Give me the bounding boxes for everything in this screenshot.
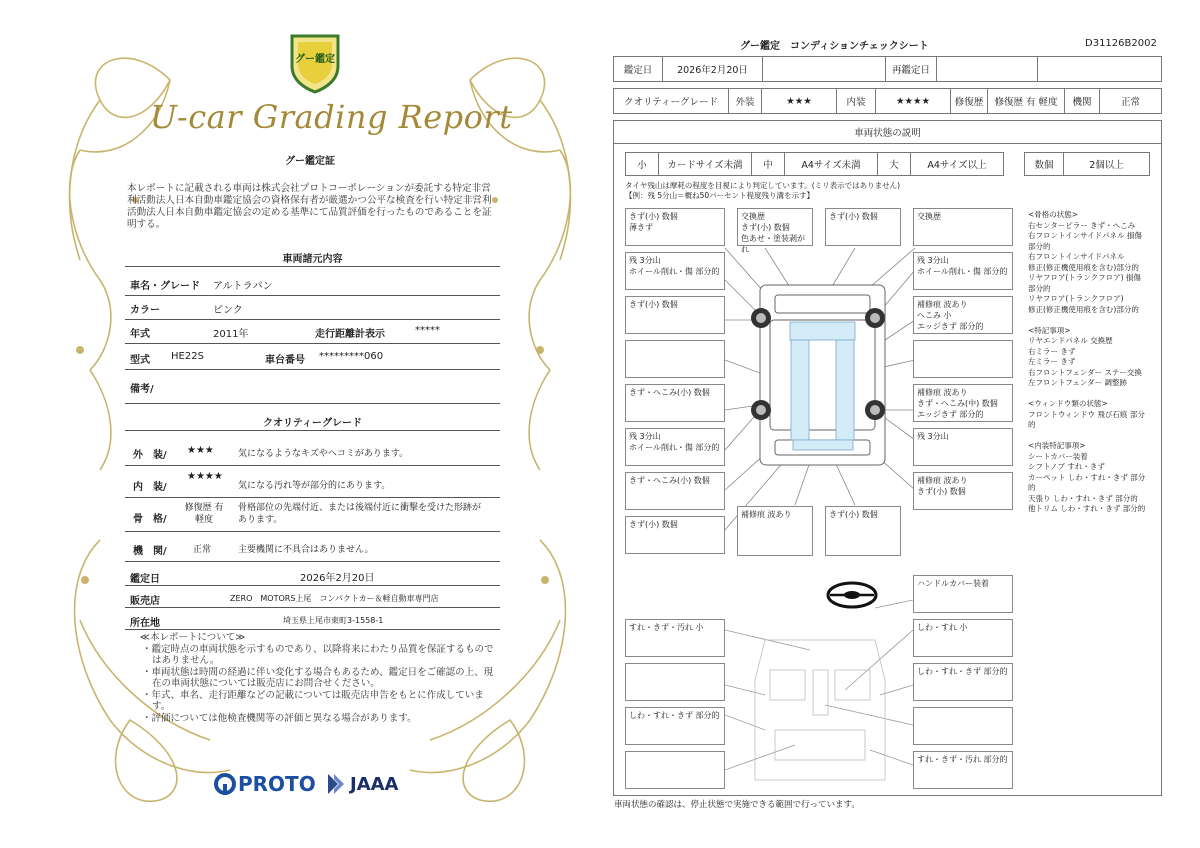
jaaa-logo (326, 770, 399, 798)
repair-label: 修復歴 (950, 88, 988, 114)
color-label: カラー (130, 305, 160, 316)
grade-row-frame (125, 500, 500, 532)
certificate-title: U-car Grading Report (150, 98, 513, 136)
interior-note (913, 707, 1013, 745)
report-notes (140, 632, 500, 724)
condition-title: 車両状態の説明 (613, 120, 1162, 144)
type-value: HE22S (171, 351, 204, 362)
damage-note: きず(小) 数個 (625, 516, 725, 554)
grade-row-exterior (125, 438, 500, 466)
sheet-interior-label: 内装 (836, 88, 876, 114)
sheet-title: グー鑑定 コンディションチェックシート (740, 41, 929, 52)
spec-row-type (125, 346, 500, 370)
spec-row-remarks (125, 372, 500, 404)
interior-stars: ★★★★ (187, 471, 223, 482)
redate-value (936, 56, 1038, 82)
sheet-engine-label: 機関 (1064, 88, 1100, 114)
model-grade-value: アルトラパン (213, 281, 273, 292)
doc-id: D31126B2002 (1085, 38, 1157, 49)
damage-note: 補修痕 波あり きず(小) 数個 (913, 472, 1013, 510)
damage-note: 補修痕 波あり へこみ 小 エッジきず 部分的 (913, 296, 1013, 334)
year-value: 2011年 (213, 329, 249, 340)
specs-title: 車両諸元内容 (282, 254, 343, 265)
interior-desc: 気になる汚れ等が部分的にあります。 (238, 481, 391, 491)
proto-logo (214, 770, 316, 798)
tire-note-2: 【例：残 5分山＝概ね50パーセント程度残り溝を示す】 (625, 191, 815, 200)
damage-note: きず・へこみ(小) 数個 (625, 472, 725, 510)
quality-label: クオリティーグレード (613, 88, 729, 114)
count-label: 数個 (1024, 152, 1064, 176)
model-grade-label: 車名・グレード (130, 281, 200, 292)
spec-row-color (125, 298, 500, 320)
odometer-label: 走行距離計表示 (315, 329, 385, 340)
size-small-desc: カードサイズ未満 (658, 152, 752, 176)
damage-note: 残 3分山 ホイール削れ・傷 部分的 (913, 252, 1013, 290)
info-row-dealer (125, 588, 500, 608)
damage-note: きず(小) 数個 (825, 208, 901, 246)
quality-title: クオリティーグレード (263, 418, 362, 429)
engine-value: 正常 (193, 545, 212, 555)
info-row-date (125, 566, 500, 586)
size-mid: 中 (751, 152, 785, 176)
sheet-exterior-stars: ★★★ (761, 88, 837, 114)
damage-note: 残 3分山 ホイール削れ・傷 部分的 (625, 428, 725, 466)
damage-note: きず(小) 数個 (625, 296, 725, 334)
interior-note: ハンドルカバー装着 (913, 575, 1013, 613)
year-label: 年式 (130, 329, 150, 340)
chassis-value: *********060 (319, 351, 384, 362)
divider (125, 430, 500, 431)
damage-note (913, 340, 1013, 378)
repair-value: 修復歴 有 軽度 (987, 88, 1065, 114)
exterior-label: 外 装/ (133, 450, 167, 461)
size-large: 大 (877, 152, 911, 176)
type-label: 型式 (130, 355, 150, 366)
spec-row-model (125, 274, 500, 296)
size-large-desc: A4サイズ以上 (910, 152, 1004, 176)
damage-note (625, 340, 725, 378)
frame-value: 修復歴 有 軽度 (184, 503, 224, 525)
note-item: ・評価については他検査機関等の評価と異なる場合があります。 (142, 712, 417, 724)
interior-note (625, 751, 725, 789)
tire-note-1: タイヤ残山は摩耗の程度を目視により判定しています。(ミリ表示ではありません) (625, 181, 901, 190)
sheet-exterior-label: 外装 (728, 88, 762, 114)
interior-note: すれ・きず・汚れ 小 (625, 619, 725, 657)
address-label: 所在地 (130, 618, 160, 629)
engine-label: 機 関/ (133, 546, 167, 557)
damage-note: 補修痕 波あり きず・へこみ(中) 数個 エッジきず 部分的 (913, 384, 1013, 422)
color-value: ピンク (213, 305, 243, 316)
interior-note (625, 663, 725, 701)
note-item: ・年式、車名、走行距離などの記載については販売店申告をもとに作成しています。 (142, 689, 484, 712)
size-small: 小 (625, 152, 659, 176)
interior-note: しわ・すれ・きず 部分的 (625, 707, 725, 745)
notes-title: ≪本レポートについて≫ (140, 632, 246, 643)
chassis-label: 車台番号 (265, 355, 305, 366)
proto-text: PROTO (238, 772, 316, 796)
divider (125, 266, 500, 267)
dealer-label: 販売店 (130, 596, 160, 607)
certificate-intro: 本レポートに記載される車両は株式会社プロトコーポレーションが委託する特定非営利活動法人日本自動車鑑定協会の資格保有者が厳選かつ公平な検査を行い特定非営利活動法人日本自動車鑑定協会の定める基準にて品質評価を行ったものであることを証明する。 (127, 183, 492, 230)
sheet-date-value: 2026年2月20日 (662, 56, 763, 82)
frame-label: 骨 格/ (133, 514, 167, 525)
size-mid-desc: A4サイズ未満 (784, 152, 878, 176)
grade-row-interior (125, 468, 500, 498)
interior-note: しわ・すれ 小 (913, 619, 1013, 657)
interior-diagram-icon (725, 600, 915, 790)
note-item: ・鑑定時点の車両状態を示すものであり、以降将来にわたり品質を保証するものではありません。 (142, 643, 494, 666)
frame-summary: <骨格の状態> 右センターピラー きず・へこみ 右フロントインサイドパネル 損傷部分的 右フロントインサイドパネル 修正(修正機使用痕を含む)部分的 リヤフロア(トランクフロア) 損傷部分的 リヤフロア(トランクフロア) 修正(修正機使用痕を含む)部分的 <特記事項> リヤエンドパネル 交換歴 右ミラー きず 左ミラー きず 右フロントフェンダー ステー交換 左フロントフェンダー 調整跡 <ウィンドウ類の状態> フロントウィンドウ 飛び石痕 部分的 <内装特記事項> シートカバー装着 シフトノブ すれ・きず カーペット しわ・すれ・きず 部分的 天張り しわ・すれ・きず 部分的 他トリム しわ・すれ・きず 部分的 (1025, 208, 1150, 784)
damage-note: 残 3分山 (913, 428, 1013, 466)
interior-note: すれ・きず・汚れ 部分的 (913, 751, 1013, 789)
interior-label: 内 装/ (133, 482, 167, 493)
logo-text: グー鑑定 (295, 54, 335, 65)
jaaa-mark-icon (326, 772, 346, 796)
damage-note: きず・へこみ(小) 数個 (625, 384, 725, 422)
damage-note: 残 3分山 ホイール削れ・傷 部分的 (625, 252, 725, 290)
dealer-value: ZERO MOTORS上尾 コンパクトカー＆軽自動車専門店 (230, 594, 439, 603)
proto-mark-icon (214, 773, 236, 795)
grade-row-engine (125, 534, 500, 562)
jaaa-text: JAAA (350, 773, 399, 795)
odometer-value: ***** (415, 325, 440, 336)
exterior-stars: ★★★ (187, 445, 214, 456)
date-value: 2026年2月20日 (300, 573, 375, 584)
exterior-desc: 気になるようなキズやヘコミがあります。 (238, 449, 409, 459)
damage-note: きず(小) 数個 (825, 506, 901, 556)
damage-note: 交換歴 (913, 208, 1013, 246)
engine-desc: 主要機関に不具合はありません。 (238, 545, 374, 555)
sheet-engine-value: 正常 (1099, 88, 1162, 114)
date-label: 鑑定日 (130, 574, 160, 585)
spec-row-year (125, 322, 500, 344)
info-row-address (125, 610, 500, 630)
count-desc: 2個以上 (1063, 152, 1150, 176)
damage-note: 補修痕 波あり (737, 506, 813, 556)
goo-kantei-logo (286, 32, 344, 94)
note-item: ・車両状態は時間の経過に伴い変化する場合もあるため、鑑定日をご確認の上、現在の車両状態については販売店にお問合せください。 (142, 666, 494, 689)
damage-note: きず(小) 数個 薄きず (625, 208, 725, 246)
interior-note: しわ・すれ・きず 部分的 (913, 663, 1013, 701)
frame-desc: 骨格部位の先端付近、または後端付近に衝撃を受けた形跡があります。 (238, 503, 482, 525)
remarks-label: 備考/ (130, 384, 154, 395)
sheet-interior-stars: ★★★★ (875, 88, 951, 114)
sheet-date-label: 鑑定日 (613, 56, 663, 82)
address-value: 埼玉県上尾市東町3-1558-1 (283, 616, 384, 625)
sheet-footer: 車両状態の確認は、停止状態で実施できる範囲で行っています。 (614, 800, 860, 810)
certificate-subtitle: グー鑑定証 (285, 156, 335, 167)
redate-label: 再鑑定日 (885, 56, 937, 82)
damage-note: 交換歴 きず(小) 数個 色あせ・塗装剥がれ (737, 208, 813, 246)
